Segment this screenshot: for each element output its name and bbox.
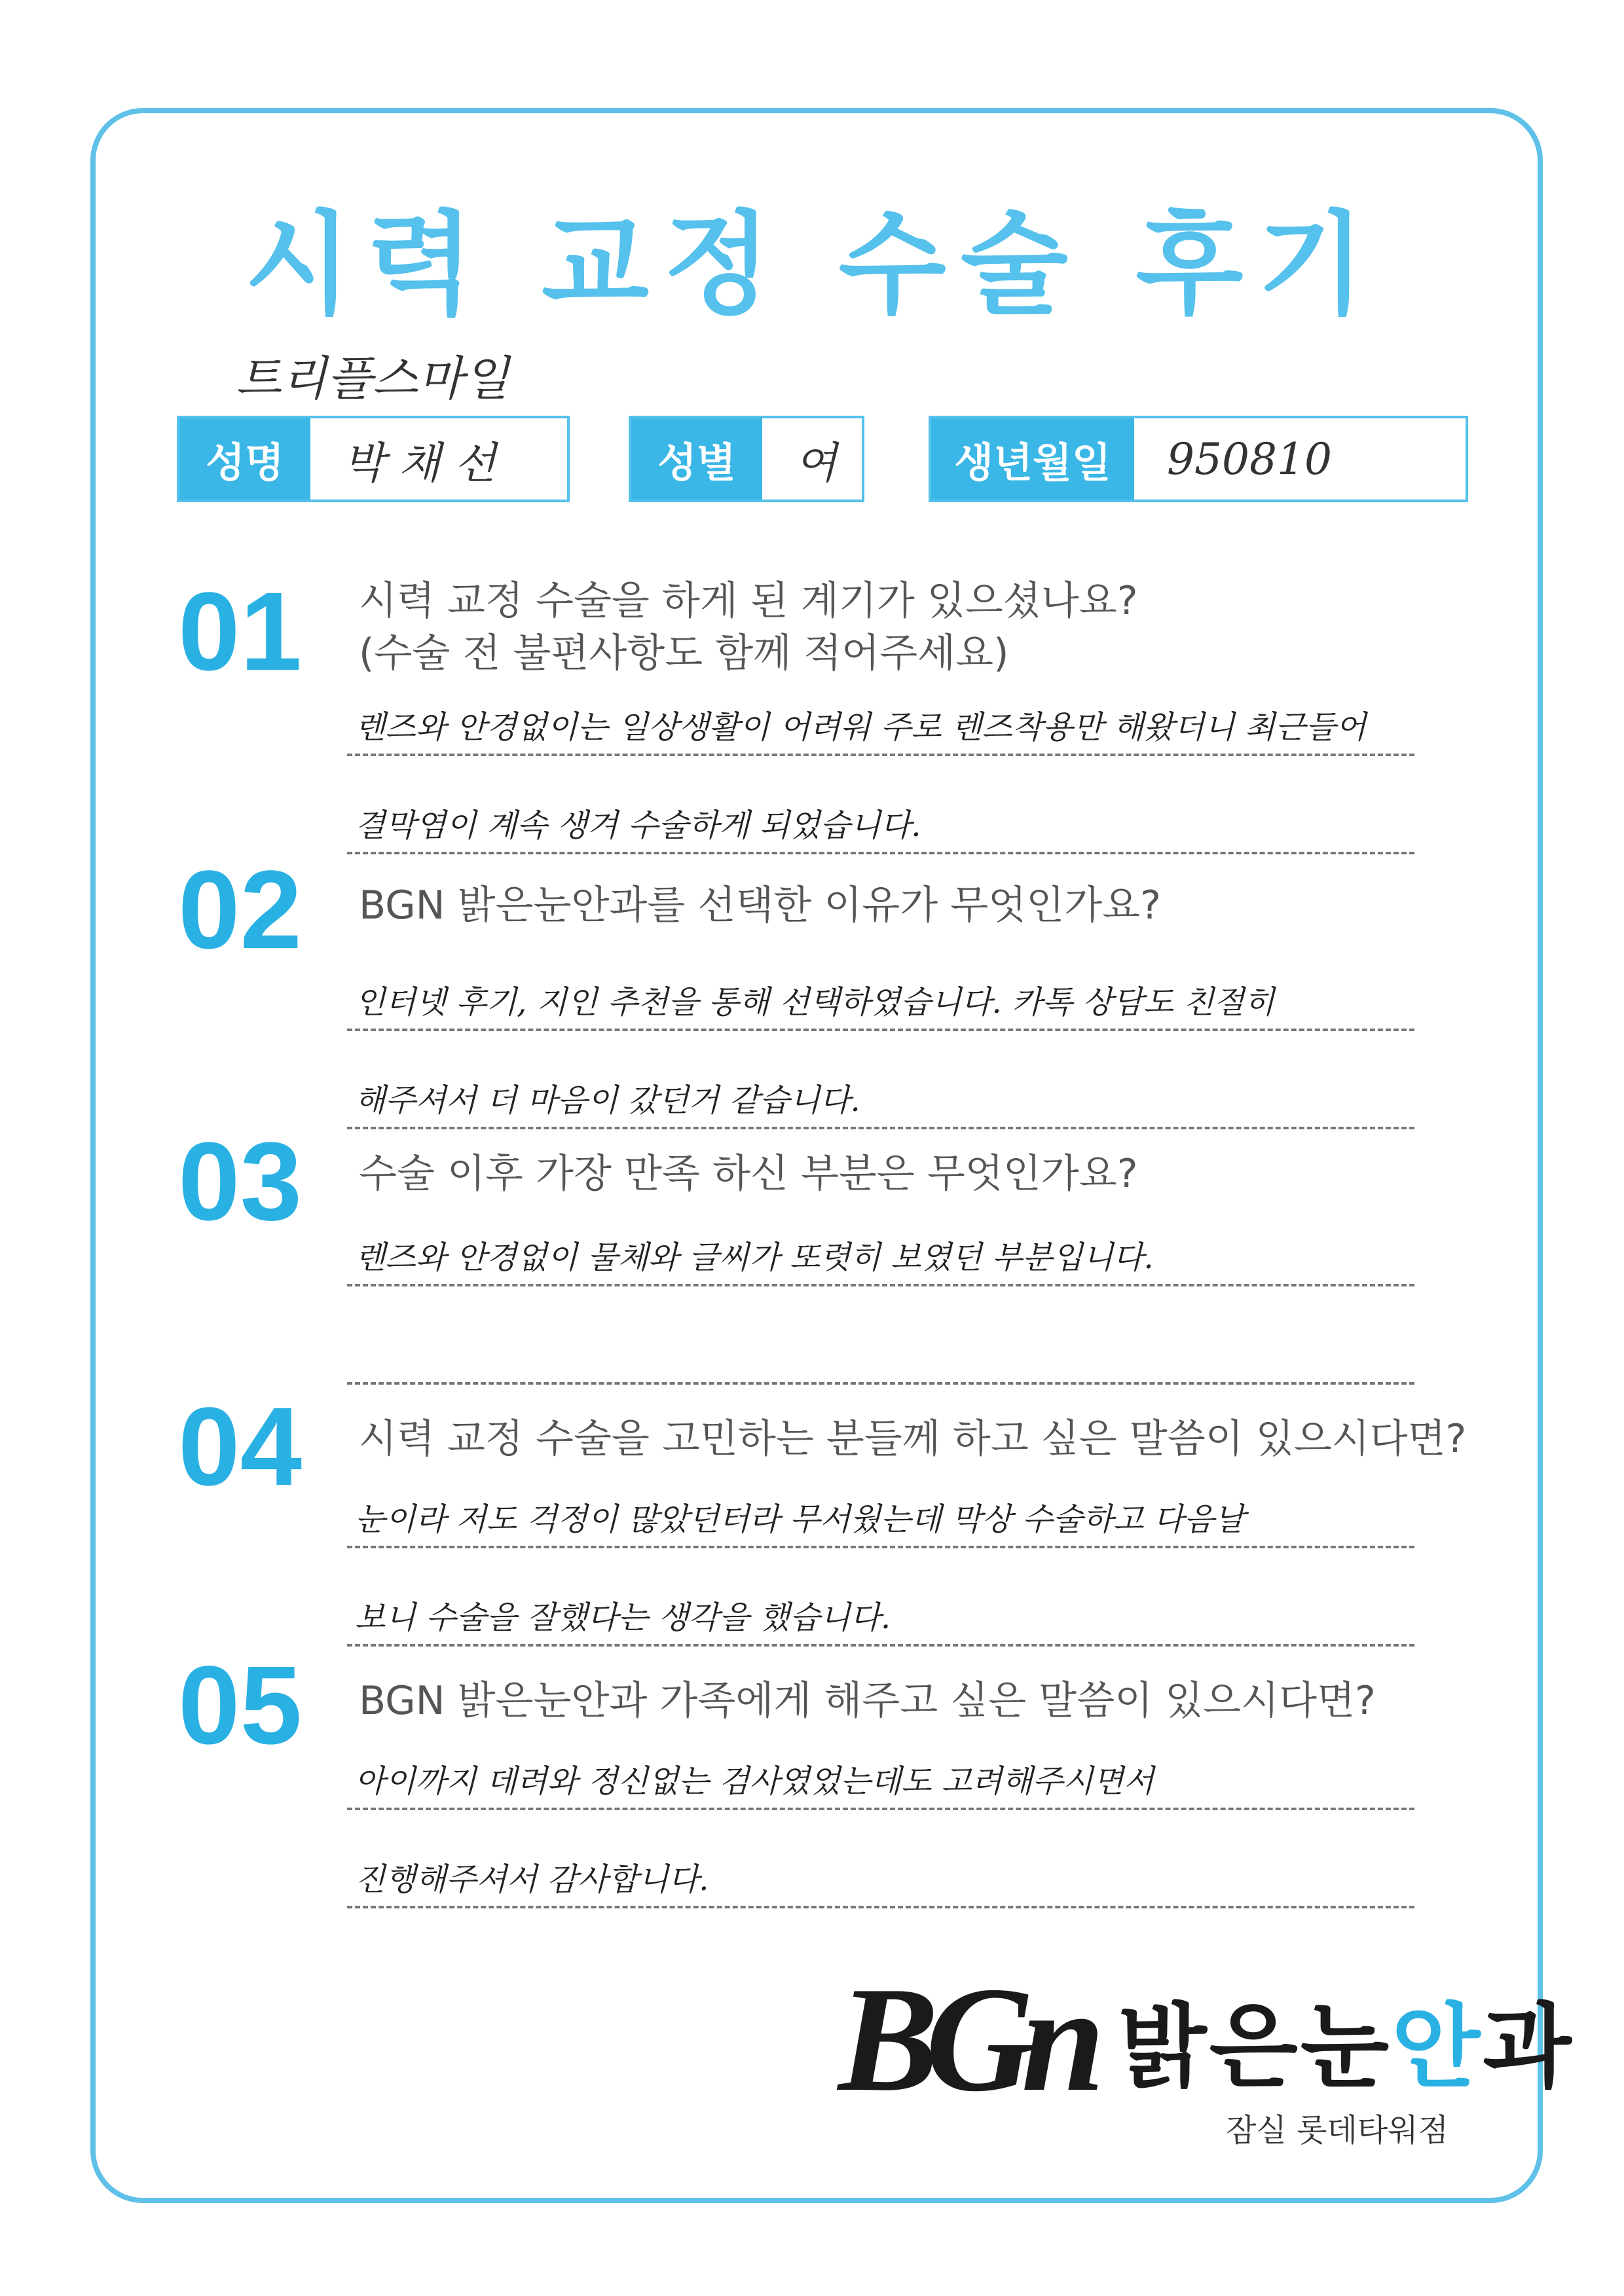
question-text: BGN 밝은눈안과를 선택한 이유가 무엇인가요? [359,883,1161,928]
question-text: BGN 밝은눈안과 가족에게 해주고 싶은 말씀이 있으시다면? [359,1678,1376,1724]
question-text: 시력 교정 수술을 고민하는 분들께 하고 싶은 말씀이 있으시다면? [359,1416,1467,1462]
logo-mark: BGn [838,1956,1092,2123]
question-number: 05 [178,1643,303,1768]
handwritten-branch: 트리플스마일 [236,351,509,406]
birth-box [929,416,1468,502]
answer-line: 인터넷 후기, 지인 추천을 통해 선택하였습니다. 카톡 상담도 친절히 [347,980,1414,1031]
gender-value: 여 [795,437,837,488]
question-text: 수술 이후 가장 만족 하신 부분은 무엇인가요? [359,1151,1138,1197]
name-value: 박 채 선 [343,437,496,488]
logo-name-accent: 안 [1392,1994,1483,2101]
logo-name-part2: 과 [1483,1994,1574,2101]
answer-line: 렌즈와 안경없이 물체와 글씨가 또렷히 보였던 부분입니다. [347,1235,1414,1286]
answer-line: 보니 수술을 잘했다는 생각을 했습니다. [347,1595,1414,1647]
answer-line: 눈이라 저도 걱정이 많았던터라 무서웠는데 막상 수술하고 다음날 [347,1497,1414,1548]
answer-line: 해주셔서 더 마음이 갔던거 같습니다. [347,1078,1414,1129]
question-text: (수술 전 불편사항도 함께 적어주세요) [359,630,1009,676]
bgn-logo [838,1958,1574,2121]
birth-label: 생년월일 [931,418,1134,500]
question-number: 03 [178,1120,303,1244]
gender-box [629,416,864,502]
logo-name [1118,1974,1574,2105]
question-number: 01 [178,570,303,694]
question-number: 02 [178,848,303,972]
name-box [177,416,570,502]
answer-line: 아이까지 데려와 정신없는 검사였었는데도 고려해주시면서 [347,1759,1414,1810]
answer-line: 결막염이 계속 생겨 수술하게 되었습니다. [347,803,1414,854]
name-label: 성명 [179,418,310,500]
question-number: 04 [178,1385,303,1509]
gender-label: 성별 [631,418,762,500]
page-title: 시력 교정 수술 후기 [244,200,1380,330]
birth-value: 950810 [1167,433,1332,484]
logo-name-part1: 밝은눈 [1118,1994,1392,2101]
answer-line: 진행해주셔서 감사합니다. [347,1857,1414,1908]
branch-name: 잠실 롯데타워점 [1226,2112,1449,2149]
answer-line: 렌즈와 안경없이는 일상생활이 어려워 주로 렌즈착용만 해왔더니 최근들어 [347,705,1414,756]
answer-line [347,1334,1414,1385]
question-text: 시력 교정 수술을 하게 된 계기가 있으셨나요? [359,578,1138,624]
